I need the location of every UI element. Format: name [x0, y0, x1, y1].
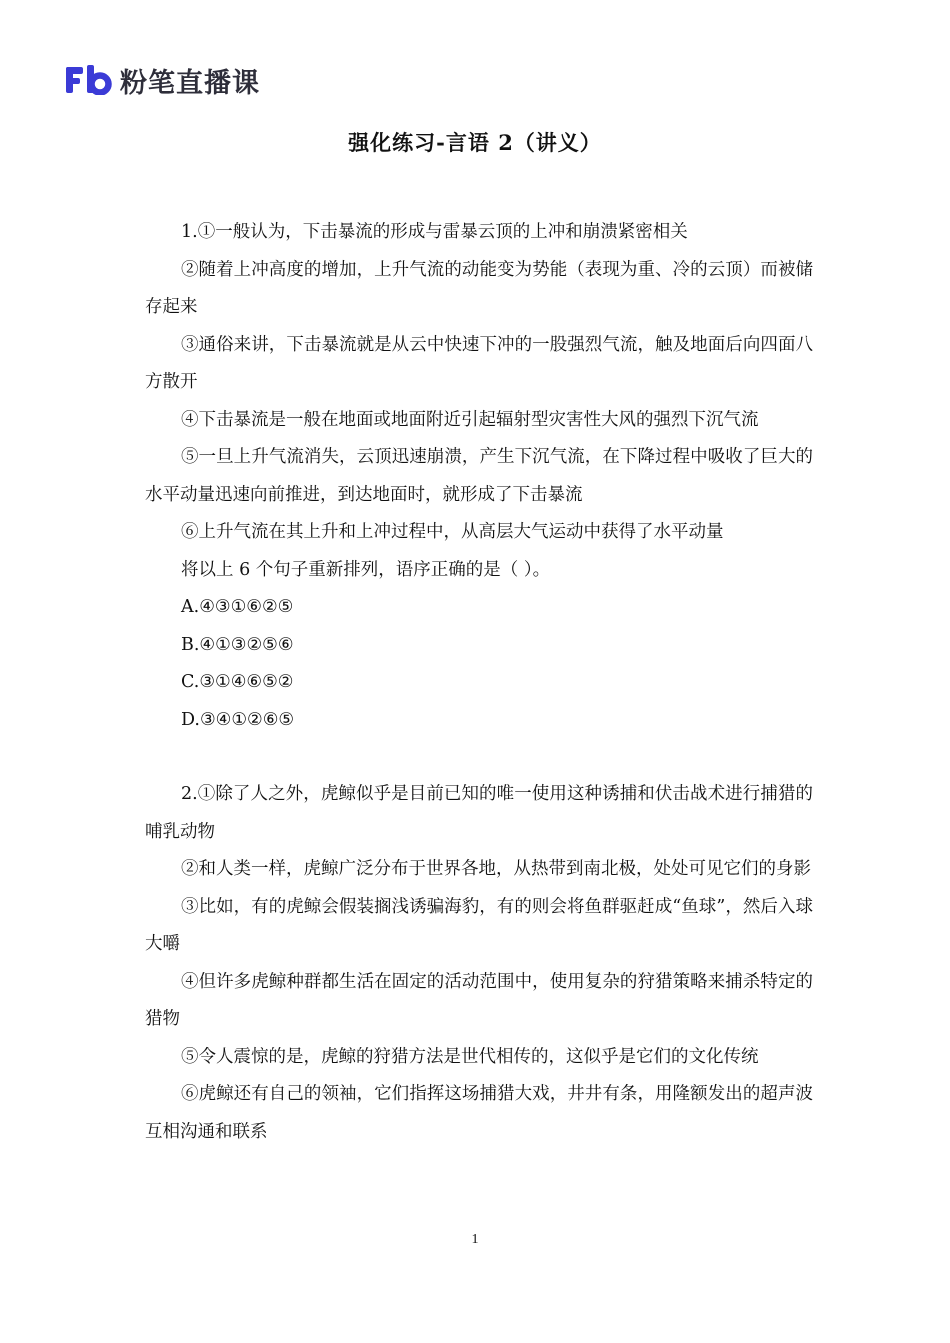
- page-number: 1: [471, 1232, 479, 1247]
- q1-sentence-3: ③通俗来讲，下击暴流就是从云中快速下冲的一股强烈气流，触及地面后向四面八方散开: [145, 334, 813, 392]
- q1-sentence-1: 1.①一般认为，下击暴流的形成与雷暴云顶的上冲和崩溃紧密相关: [181, 222, 688, 242]
- q2-sentence-2: ②和人类一样，虎鲸广泛分布于世界各地，从热带到南北极，处处可见它们的身影: [181, 859, 811, 879]
- document-title: 强化练习-言语 2（讲义）: [348, 130, 602, 155]
- fb-logo-icon: [66, 65, 112, 95]
- q1-sentence-4: ④下击暴流是一般在地面或地面附近引起辐射型灾害性大风的强烈下沉气流: [181, 409, 759, 430]
- brand-logo: [66, 62, 260, 98]
- q1-sentence-6: ⑥上升气流在其上升和上冲过程中，从高层大气运动中获得了水平动量: [181, 522, 724, 542]
- q1-option-d: D.③④①②⑥⑤: [181, 709, 295, 730]
- q1-option-a: A.④③①⑥②⑤: [181, 597, 294, 617]
- q1-option-b: B.④①③②⑤⑥: [181, 634, 294, 655]
- q1-sentence-5: ⑤一旦上升气流消失，云顶迅速崩溃，产生下沉气流，在下降过程中吸收了巨大的水平动量迅速向前推进，到达地面时，就形成了下击暴流: [145, 447, 813, 505]
- question-spacer: [145, 739, 813, 776]
- brand-name: 粉笔直播课: [120, 67, 260, 99]
- q2-sentence-5: ⑤令人震惊的是，虎鲸的狩猎方法是世代相传的，这似乎是它们的文化传统: [181, 1046, 759, 1067]
- q2-sentence-6: ⑥虎鲸还有自己的领袖，它们指挥这场捕猎大戏，井井有条，用隆额发出的超声波互相沟通和联系: [145, 1084, 813, 1142]
- q2-sentence-3: ③比如，有的虎鲸会假装搁浅诱骗海豹，有的则会将鱼群驱赶成“鱼球”，然后入球大嚼: [145, 896, 813, 954]
- q1-question: 将以上 6 个句子重新排列，语序正确的是（ ）。: [181, 559, 551, 580]
- q2-sentence-1: 2.①除了人之外，虎鲸似乎是目前已知的唯一使用这种诱捕和伏击战术进行捕猎的哺乳动物: [145, 784, 813, 842]
- q2-sentence-4: ④但许多虎鲸种群都生活在固定的活动范围中，使用复杂的狩猎策略来捕杀特定的猎物: [145, 971, 813, 1029]
- q1-option-c: C.③①④⑥⑤②: [181, 672, 294, 692]
- document-body: [145, 214, 813, 1151]
- q1-sentence-2: ②随着上冲高度的增加，上升气流的动能变为势能（表现为重、冷的云顶）而被储存起来: [145, 259, 813, 317]
